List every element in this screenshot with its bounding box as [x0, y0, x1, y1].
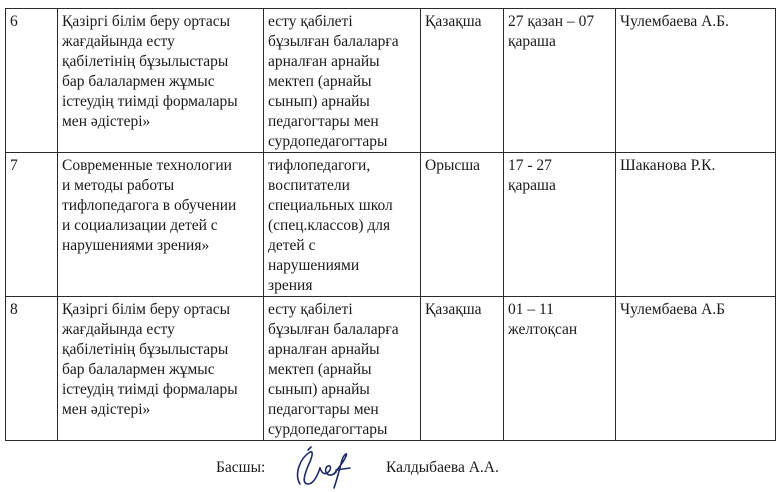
dates-cell: 01 – 11 желтоқсан: [504, 297, 616, 441]
language-cell: Қазақша: [421, 297, 504, 441]
course-schedule-table: [5, 8, 776, 441]
table-row: [6, 9, 776, 153]
audience-cell: есту қабілеті бұзылған балаларға арналған арнайы мектеп (арнайы сынып) арнайы педагогтары мен сурдопедагогтары: [264, 9, 421, 153]
audience-cell: тифлопедагоги, воспитатели специальных школ (спец.классов) для детей с нарушениями зрения: [264, 153, 421, 297]
language-cell: Орысша: [421, 153, 504, 297]
teacher-cell: Шаканова Р.К.: [616, 153, 776, 297]
course-title-cell: Қазіргі білім беру ортасы жағдайында есту қабілетінің бұзылыстары бар балалармен жұмыс істеудің тиімді формалары мен әдістері»: [58, 9, 264, 153]
row-number-cell: 7: [6, 153, 58, 297]
teacher-cell: Чулембаева А.Б: [616, 297, 776, 441]
table-row: [6, 153, 776, 297]
signatory-name: Калдыбаева А.А.: [386, 459, 499, 476]
language-cell: Қазақша: [421, 9, 504, 153]
course-title-cell: Современные технологии и методы работы тифлопедагога в обучении и социализации детей с нарушениями зрения»: [58, 153, 264, 297]
table-row: [6, 297, 776, 441]
dates-cell: 27 қазан – 07 қараша: [504, 9, 616, 153]
row-number-cell: 8: [6, 297, 58, 441]
signature-label: Басшы:: [216, 459, 266, 476]
teacher-cell: Чулембаева А.Б.: [616, 9, 776, 153]
course-title-cell: Қазіргі білім беру ортасы жағдайында есту қабілетінің бұзылыстары бар балалармен жұмыс істеудің тиімді формалары мен әдістері»: [58, 297, 264, 441]
audience-cell: есту қабілеті бұзылған балаларға арналған арнайы мектеп (арнайы сынып) арнайы педагогтары мен сурдопедагогтары: [264, 297, 421, 441]
handwritten-signature: [278, 444, 358, 492]
row-number-cell: 6: [6, 9, 58, 153]
dates-cell: 17 - 27 қараша: [504, 153, 616, 297]
signature-block: [216, 448, 736, 488]
